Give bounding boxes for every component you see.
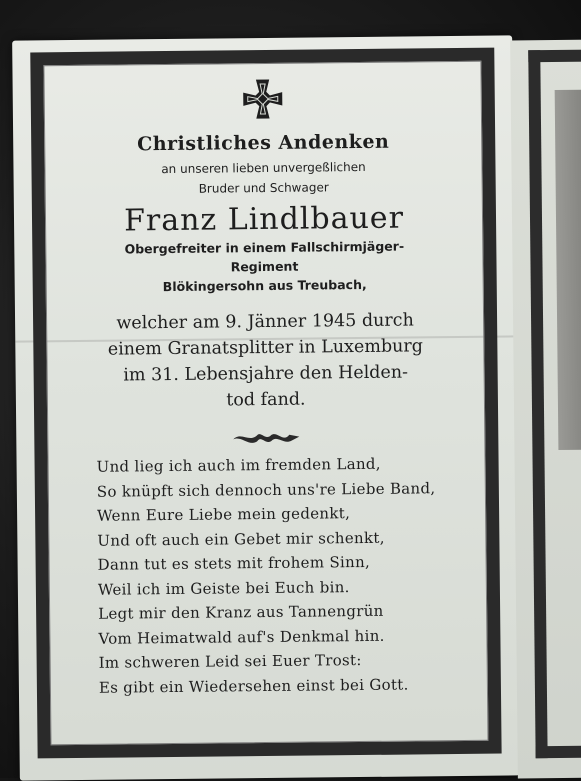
subtitle	[13, 155, 513, 200]
iron-cross-icon	[242, 78, 284, 120]
poem-line: Und lieg ich auch im fremden Land,	[96, 454, 381, 476]
death-notice	[15, 306, 516, 415]
poem-line: Im schweren Leid sei Euer Trost:	[98, 651, 362, 672]
detail-line: Obergefreiter in einem Fallschirmjäger-	[124, 238, 405, 257]
death-line: welcher am 9. Jänner 1945 durch	[116, 310, 414, 334]
death-line: im 31. Lebensjahre den Helden-	[123, 362, 409, 386]
memorial-card	[12, 35, 520, 780]
poem-line: So knüpft sich dennoch uns're Liebe Band,	[96, 478, 436, 501]
card-title: Christliches Andenken	[137, 130, 390, 156]
adjacent-card-page	[510, 40, 581, 779]
death-line: tod fand.	[226, 389, 306, 411]
poem-line: Dann tut es stets mit frohem Sinn,	[97, 552, 371, 574]
poem-line: Legt mir den Kranz aus Tannengrün	[98, 601, 384, 623]
death-line: einem Granatsplitter in Luxemburg	[107, 336, 424, 360]
subtitle-line: Bruder und Schwager	[198, 180, 329, 196]
poem-line: Weil ich im Geiste bei Euch bin.	[97, 577, 350, 599]
detail-line: Blökingersohn aus Treubach,	[162, 276, 367, 295]
poem-line: Es gibt ein Wiedersehen einst bei Gott.	[98, 675, 409, 697]
poem	[96, 450, 519, 699]
ornament-icon	[231, 429, 301, 446]
poem-line: Und oft auch ein Gebet mir schenkt,	[97, 528, 385, 550]
subtitle-line: an unseren lieben unvergeßlichen	[161, 159, 366, 177]
poem-line: Wenn Eure Liebe mein gedenkt,	[97, 504, 351, 525]
deceased-name: Franz Lindlbauer	[123, 200, 405, 239]
adjacent-photo	[555, 90, 581, 450]
card-content	[13, 75, 519, 700]
rank-details	[14, 235, 515, 297]
detail-line: Regiment	[230, 258, 299, 275]
poem-line: Vom Heimatwald auf's Denkmal hin.	[98, 626, 385, 648]
